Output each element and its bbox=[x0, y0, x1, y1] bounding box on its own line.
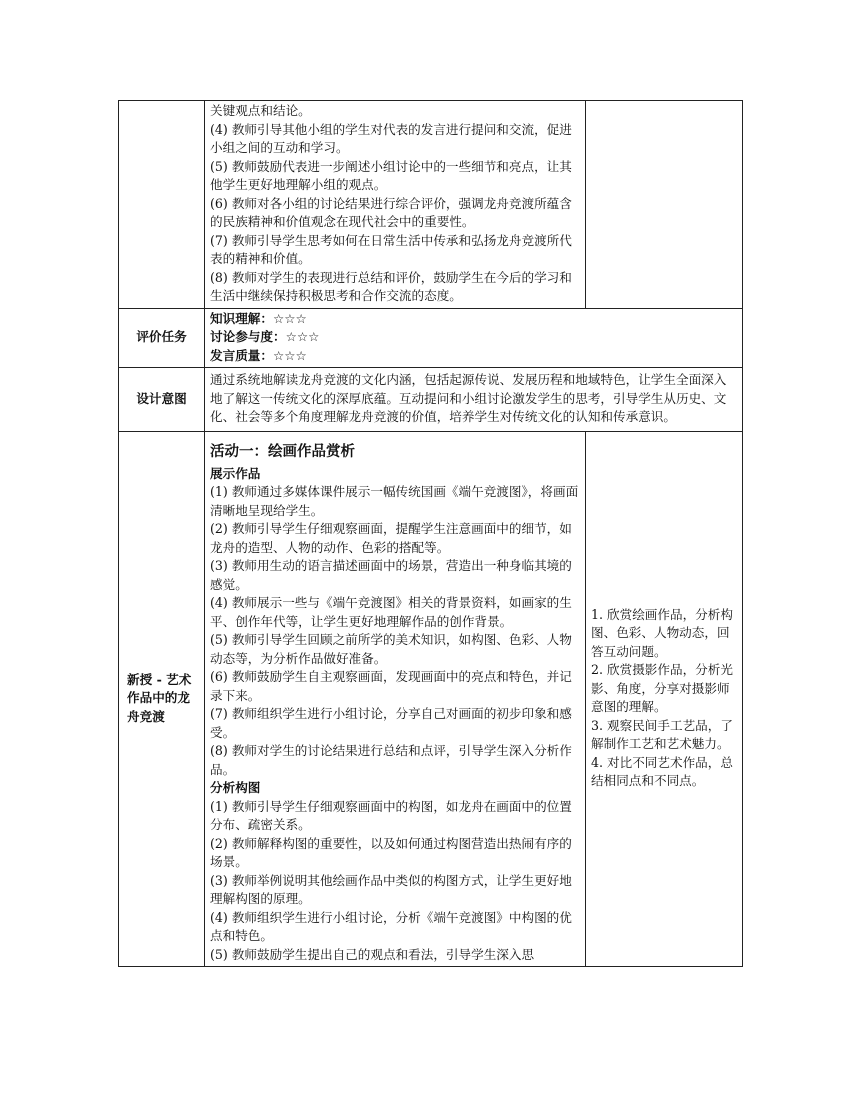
paragraph: (4) 教师引导其他小组的学生对代表的发言进行提问和交流，促进小组之间的互动和学习。 bbox=[210, 121, 572, 155]
paragraph: (7) 教师组织学生进行小组讨论，分享自己对画面的初步印象和感受。 bbox=[210, 706, 572, 740]
paragraph: (7) 教师引导学生思考如何在日常生活中传承和弘扬龙舟竞渡所代表的精神和价值。 bbox=[210, 232, 572, 266]
continuation-student-cell bbox=[586, 101, 743, 309]
paragraph: (5) 教师引导学生回顾之前所学的美术知识，如构图、色彩、人物动态等，为分析作品做好准备。 bbox=[210, 632, 572, 666]
paragraph: (1) 教师引导学生仔细观察画面中的构图，如龙舟在画面中的位置分布、疏密关系。 bbox=[210, 798, 572, 832]
design-intent-row bbox=[119, 368, 743, 432]
star-rating: ☆☆☆ bbox=[285, 329, 320, 344]
paragraph: (8) 教师对学生的讨论结果进行总结和点评，引导学生深入分析作品。 bbox=[210, 743, 572, 777]
continuation-label-cell bbox=[119, 101, 205, 309]
evaluation-row bbox=[119, 308, 743, 368]
activity-title: 活动一：绘画作品赏析 bbox=[210, 443, 355, 460]
paragraph: (5) 教师鼓励学生提出自己的观点和看法，引导学生深入思 bbox=[210, 946, 535, 962]
section-heading: 展示作品 bbox=[210, 465, 261, 481]
paragraph: (3) 教师举例说明其他绘画作品中类似的构图方式，让学生更好地理解构图的原理。 bbox=[210, 872, 572, 906]
student-activity-cell bbox=[586, 431, 743, 967]
evaluation-item: 知识理解：☆☆☆ bbox=[210, 310, 307, 326]
paragraph: 关键观点和结论。 bbox=[210, 103, 311, 118]
paragraph: (3) 教师用生动的语言描述画面中的场景，营造出一种身临其境的感觉。 bbox=[210, 558, 572, 592]
paragraph: (6) 教师对各小组的讨论结果进行综合评价，强调龙舟竞渡所蕴含的民族精神和价值观念在现代社会中的重要性。 bbox=[210, 195, 572, 229]
paragraph: (2) 教师解释构图的重要性，以及如何通过构图营造出热闹有序的场景。 bbox=[210, 835, 572, 869]
evaluation-item: 讨论参与度：☆☆☆ bbox=[210, 329, 320, 344]
paragraph: (4) 教师展示一些与《端午竞渡图》相关的背景资料，如画家的生平、创作年代等，让学生更好地理解作品的创作背景。 bbox=[210, 595, 572, 629]
design-intent-text: 通过系统地解读龙舟竞渡的文化内涵，包括起源传说、发展历程和地域特色，让学生全面深入地了解这一传统文化的深厚底蕴。互动提问和小组讨论激发学生的思考，引导学生从历史、文化、社会等多个角度理解龙舟竞渡的价值，培养学生对传统文化的认知和传承意识。 bbox=[205, 368, 743, 432]
lesson-plan-table bbox=[118, 100, 743, 967]
paragraph: (2) 教师引导学生仔细观察画面，提醒学生注意画面中的细节，如龙舟的造型、人物的动作、色彩的搭配等。 bbox=[210, 521, 572, 555]
student-activity-item: 3. 观察民间手工艺品，了解制作工艺和艺术魅力。 bbox=[591, 717, 733, 752]
activity-content-cell bbox=[205, 431, 586, 967]
section-heading: 分析构图 bbox=[210, 780, 261, 795]
paragraph: (5) 教师鼓励代表进一步阐述小组讨论中的一些细节和亮点，让其他学生更好地理解小组的观点。 bbox=[210, 158, 572, 192]
continuation-row bbox=[119, 101, 743, 309]
evaluation-label: 评价任务 bbox=[119, 308, 205, 368]
paragraph: (6) 教师鼓励学生自主观察画面，发现画面中的亮点和特色，并记录下来。 bbox=[210, 669, 572, 703]
paragraph: (8) 教师对学生的表现进行总结和评价，鼓励学生在今后的学习和生活中继续保持积极思考和合作交流的态度。 bbox=[210, 269, 572, 303]
student-activity-item: 1. 欣赏绘画作品，分析构图、色彩、人物动态，回答互动问题。 bbox=[591, 606, 733, 659]
student-activity-item: 2. 欣赏摄影作品，分析光影、角度，分享对摄影师意图的理解。 bbox=[591, 662, 733, 715]
paragraph: (1) 教师通过多媒体课件展示一幅传统国画《端午竞渡图》，将画面清晰地呈现给学生。 bbox=[210, 484, 579, 518]
activity-label: 新授 - 艺术作品中的龙舟竞渡 bbox=[119, 431, 205, 967]
star-rating: ☆☆☆ bbox=[272, 310, 307, 326]
evaluation-content-cell bbox=[205, 308, 743, 368]
paragraph: (4) 教师组织学生进行小组讨论，分析《端午竞渡图》中构图的优点和特色。 bbox=[210, 909, 572, 943]
evaluation-item: 发言质量：☆☆☆ bbox=[210, 347, 307, 363]
activity-row bbox=[119, 431, 743, 967]
student-activity-item: 4. 对比不同艺术作品，总结相同点和不同点。 bbox=[591, 754, 733, 789]
star-rating: ☆☆☆ bbox=[272, 347, 307, 363]
design-intent-label: 设计意图 bbox=[119, 368, 205, 432]
continuation-content-cell bbox=[205, 101, 586, 309]
